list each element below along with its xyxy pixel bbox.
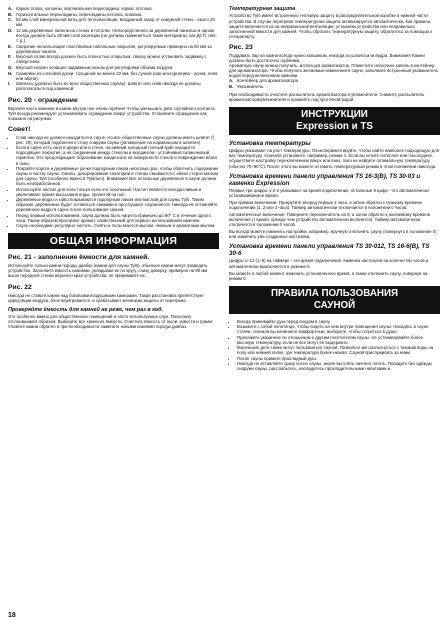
timer-heading: Установка времени панели управления TS 16-3(B), TS 30-03 и каменки Expression <box>229 172 421 187</box>
fig21-heading: Рис. 21 - заполнение ёмкости для камней. <box>8 254 150 262</box>
fig20-heading: Рис. 20 - ограждение <box>8 96 78 104</box>
list-item: • Используйте настил для пола только если это оскольный. Настил является неподатливым и увеличивает время высыхания воды, пролитой на пол. <box>16 187 219 197</box>
thermal-heading: Температурная защита <box>229 6 296 12</box>
section-banner-sauna-rules: ПРАВИЛА ПОЛЬЗОВАНИЯ САУНОЙ <box>229 286 440 314</box>
list-item: • Если в сауне есть окно в двери или в стене, на нижний холодный полный край находится подходящее покрытие, а на соединении между стеклом и молдингом - устойчивый силиконовый герметик. Это предотвращает образование конденсата на поверхности стекла и повреждение влаги в окно. <box>16 145 219 165</box>
list-item: A. Контейнер для ароматизатора <box>229 78 298 84</box>
auto-text-2: Вы всегда можете изменить настройки, например, вручную отключить сауну (повернуть в положение 0) или изменить уже созданные настройки. <box>229 229 437 240</box>
direct-text: При прямом включении: Прокрутите вперед первые 3 часа, а затем обратно к нужному времени подключения (1, 2 или 3 часа). Таймер автоматически отключается в положении 0 часов. <box>229 199 422 210</box>
list-item: E. Сверхние нескользящие пластиковые напольные покрытия, регулируемые примерно на 50 мм за деревянные панели. <box>8 43 212 54</box>
list-item: F. Внусной сплав всегда должен быть полностью открытым, сверху можно установить задвижку с отверстием. <box>8 54 207 65</box>
auto-text: Автоматическое включение: Поверните переключатель на 9, а затем обратно к желаемому времени включения (т время, прежде чем устройство автоматически включится). Таймер автоматически отключится в положении 0 часов. <box>229 211 431 228</box>
list-item: H. Скамейки из сосновой доски, толщиной не менее 22 мм, без сучков (или альтернатива - осина, липа или абачи). <box>8 70 218 81</box>
advice-list <box>8 135 219 228</box>
construction-list <box>8 6 219 92</box>
aroma-list <box>229 78 440 89</box>
list-item: • Маленькие дети также могут пользоваться сауной. Позвольте им ополоснуться с тазиком воды на полу или нижней полке, где температура более низкая. Сауной прислуживать за ними. <box>237 345 440 355</box>
list-item: • Приложите указанное по отношению к другим посетителям сауны. Не устанавливайте более высокую температуру, если не все могут ее выдержать. <box>237 335 440 345</box>
list-item: A. Каркас полка, колонны, вертикальная перекладина, каркас потолка. <box>8 6 153 11</box>
fig22-heading: Рис. 22 <box>8 283 32 291</box>
list-item: • Покройте пороги и деревянные ручки подпорным лаком несколько раз, чтобы облегчить содержание сауны и частку сауны. Смолы, декорирование сенатории в стенах смываются с обеих сторон малым для сауны. Tylö (особенно важно в Tylarium). Внимание! Все остальные деревянное в сауне должна быть необработанной. <box>16 166 219 186</box>
section-banner-instructions: ИНСТРУКЦИИ Expression и TS <box>229 107 440 135</box>
aroma-note: При необходимости очистите распылитель ароматизатора и увлажнителя. Снимите распылитель ароматизатора/увлажнителя и промойте под проточной водой. <box>229 92 425 103</box>
temp-text: Цифры указывают на рост температуры. Поэкспериментируйте, чтобы найти наиболее подходящую для вас температуру. Сначала установите, например, режим 4. Если вы хотите потеплее или похолоднее, осуществите настройку переключением вверх или вниз, пока не найдете оптимальную температуру (обычно 70–90°C). После этого вы можете оставить температурный режим в этом положении навсегда. <box>229 148 440 169</box>
fig22-text: Никогда не ставьте камни над боковыми воздушными камерами. Такая расстановка препятствует циркуляции воздуха, блок перегревается, и срабатывает механизм защиты от перегрева. <box>8 292 205 303</box>
timer2-text: Цифры 1–12 (1–6) на таймере - это время подключения. Каменка настроена на количество часов и автоматически выключается в режиме 0. <box>229 258 429 269</box>
timer-text: Первые три цифры 1-2-3 указывают на время подключения, остальные 9 цифр - это автоматически устанавливаемое время. <box>229 187 429 198</box>
list-item: • После сауны примите прохладный душ. <box>237 356 440 361</box>
thermal-text: Устройство Tylö имеет встроенную тепловую защиту в распределительной коробке в нижней части устройства. В случае перегрева температурная защита активизируется автоматически. Как правило, защита включается из-за неправильной вентиляции, установки устройства или неправильно заполненной ёмкости для камней. Чтобы сбросить температурную защиту, обратитесь за помощью к специалисту. <box>229 13 433 39</box>
list-item: • Перед первым использованием, сауна должна быть нагрета примерно до 90° С в течение одного часа. Таким образом прогорают аромат, свойственный для первого использования каменки. <box>16 213 219 223</box>
rules-list <box>229 319 440 371</box>
fig23-heading: Рис. 23 <box>229 43 253 51</box>
check-text: Это особенно важно для общественных помещений и часто используемых саун. Поскольку отслоившимся образом: Выберите все камни из ёмкости. Очистите ёмкость от пыли, извести и грамм. Уложите камни обратно и при необходимости замените новыми камнями породы диабаз. <box>8 314 214 330</box>
list-item: • Слив никогда не должен находиться в сауне. Но все общественные сауны должны иметь шпигат (f, рис. 19), который подключен к стоку снаружи сауны (увлажнение на нормальном в шпигате). <box>16 135 219 145</box>
list-item: I. Шпигаты (должны быть во всех общественных саунах). Шпигат или слив никогда не должны располагаться под каменкой. <box>8 81 201 92</box>
list-item: B. Увлажнитель. <box>229 83 265 89</box>
right-column <box>229 6 440 372</box>
temp-heading: Установка температуры <box>229 140 311 148</box>
list-item: B. Горизонтальные перекладины, перекладины потолка, клапана <box>8 11 142 17</box>
timer2-heading: Установка времени панели управления TS 30-012, TS 16-6(B), TS 30-6 <box>229 243 430 258</box>
section-banner-general-info: ОБЩАЯ ИНФОРМАЦИЯ <box>8 233 219 249</box>
advice-heading: Совет! <box>8 125 31 133</box>
list-item: C. 50 мм слой минеральной ваты для теплоизоляции, воздушный зазор от наружной стены - около 20 мм. <box>8 17 215 28</box>
list-item: G. Внусной клапан оснащен задвижным люком для регулировки объема воздуха. <box>8 65 174 71</box>
left-column <box>8 6 219 329</box>
fig23-text: Поддавать пар на камни всегда нужно ковшиком, никогда из шланга или ведра. Внимание! Камни должны быть достаточно горячими. <box>229 52 425 63</box>
page-number: 18 <box>8 612 16 619</box>
check-heading: Проверяйте ёмкость для камней не реже, чем раз в год. <box>8 306 163 313</box>
list-item: • Деревянные ведро и ковш покрываются подпорным лаком или маслом для сауны Tylö. Таким образом, деревянные будет оставаться свежими и прослушают сохраняется. Никогда не оставляйте деревянное ведро в сауне после пользования сауной. <box>16 197 219 212</box>
list-item: • Возьмите с собой полотенце, чтобы сидеть на нем внутри помещения сауны. Находясь в сауне стоячи, сначала вы начинаете комфортным, выберите, чтобы согреться в душе. <box>237 324 440 334</box>
list-item: • Всегда принимайте душ перед входом в сауну. <box>237 319 440 324</box>
fig23-text-2: Ароматную сауну можно получить, используя ароматизатор. Поместите несколько капель в контейнер для ароматизатора. Чтобы получить желаемые изменения в сауне, заполните встроенный увлажнитель водой перед включением каменки. <box>229 63 438 79</box>
list-item: D. 12 мм деревянные панели на стенах и потолке. Непосредственно за деревянной панелью в одном всегда должен быть 50 мм слой изоляции (не должны применяться такие материалы, как ДСП, гипс т. д.). <box>8 27 217 44</box>
fig20-text: Верхняя часть каменки и камни внутри нее очень горячие! Чтобы уменьшить риск случайного контакта, Tylö всегда рекомендует устанавливать ограждение вокруг устройства. Установите ограждение как показано на рисунках. <box>8 105 216 121</box>
list-item: • Сауну необходимо регулярно чистить. Сняты и полы моются мылом, нежным и ароматным мылом. <box>16 223 219 228</box>
list-item: • Никогда не оставляйте сразу после сауны, иначе вы опять начнете потеть. Посидите без одежды снаружи сауны, расслабьтесь, насладитесь прохладительными напитками и <box>237 361 440 371</box>
timer2-text-2: Вы можете в любой момент изменить установленное время, а также отключить сауну, повернув на режим 0. <box>229 270 428 281</box>
fig21-text: Используйте только камни породы диабаз (камни для сауны Tylö), обычные камни могут повредить устройство. Заполните ёмкость камнями, укладывая их по кругу, снизу доверху, примерно на 80 мм выше передней стенки верхнего края устройства, не прижимайте их. <box>8 263 208 279</box>
